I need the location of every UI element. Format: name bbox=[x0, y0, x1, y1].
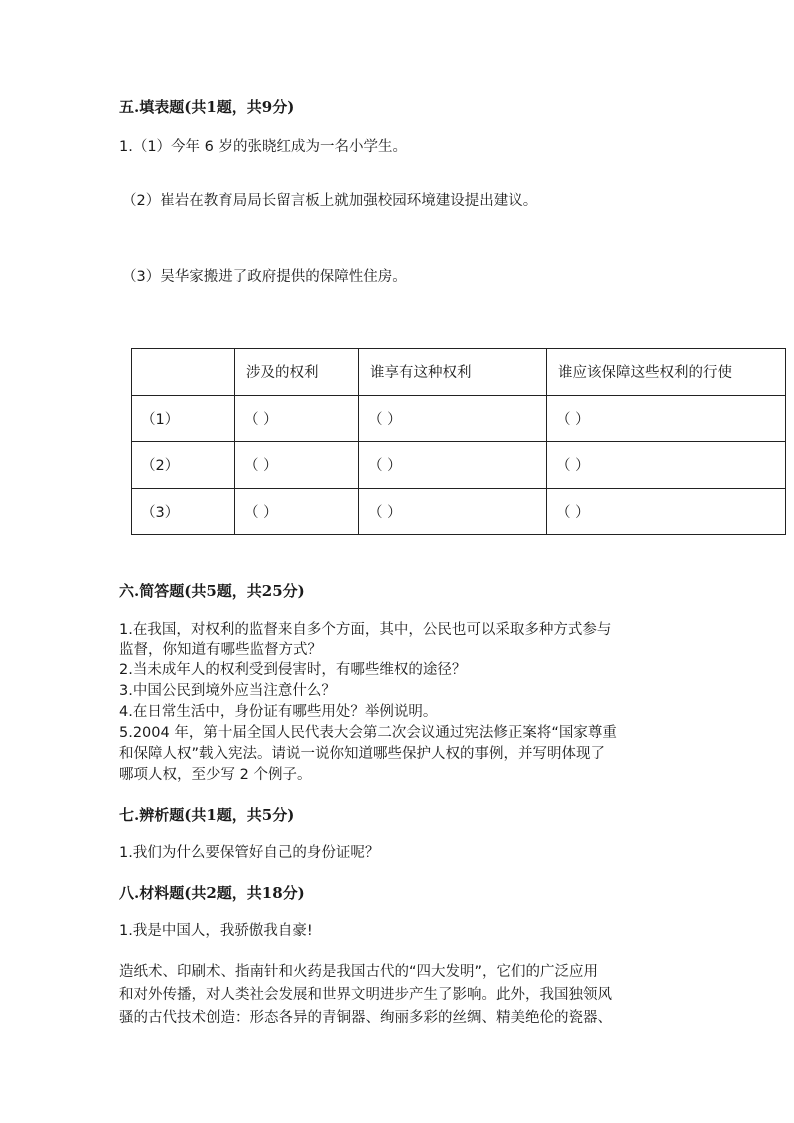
material-paragraph-line-3: 骚的古代技术创造：形态各异的青铜器、绚丽多彩的丝绸、精美绝伦的瓷器、 bbox=[119, 1010, 612, 1026]
table-cell-blank: （ ） bbox=[359, 488, 547, 535]
section-5-title: 五.填表题(共1题，共9分) bbox=[119, 98, 295, 116]
table-row bbox=[132, 442, 786, 489]
table-cell-blank: （ ） bbox=[547, 442, 786, 489]
table-cell-label: （3） bbox=[132, 488, 235, 535]
table-header-cell bbox=[132, 349, 235, 396]
question-8-1: 1.我是中国人，我骄傲我自豪! bbox=[119, 923, 313, 939]
material-paragraph-line-2: 和对外传播，对人类社会发展和世界文明进步产生了影响。此外，我国独领风 bbox=[119, 987, 612, 1003]
table-row bbox=[132, 488, 786, 535]
table-cell-blank: （ ） bbox=[359, 395, 547, 442]
table-cell-blank: （ ） bbox=[359, 442, 547, 489]
table-header-cell: 谁享有这种权利 bbox=[359, 349, 547, 396]
table-cell-label: （2） bbox=[132, 442, 235, 489]
question-6-5-line-3: 哪项人权，至少写 2 个例子。 bbox=[119, 767, 312, 783]
question-6-2: 2.当未成年人的权利受到侵害时，有哪些维权的途径？ bbox=[119, 662, 467, 678]
question-6-5-line-1: 5.2004 年，第十届全国人民代表大会第二次会议通过宪法修正案将“国家尊重 bbox=[119, 725, 617, 741]
table-cell-blank: （ ） bbox=[235, 395, 359, 442]
question-6-5-line-2: 和保障人权”载入宪法。请说一说你知道哪些保护人权的事例，并写明体现了 bbox=[119, 746, 606, 762]
rights-table bbox=[131, 348, 786, 535]
section-8-title: 八.材料题(共2题，共18分) bbox=[119, 884, 305, 902]
table-row bbox=[132, 395, 786, 442]
table-cell-blank: （ ） bbox=[547, 395, 786, 442]
question-6-1-line-1: 1.在我国，对权利的监督来自多个方面，其中，公民也可以采取多种方式参与 bbox=[119, 622, 612, 638]
material-paragraph-line-1: 造纸术、印刷术、指南针和火药是我国古代的“四大发明”，它们的广泛应用 bbox=[119, 964, 599, 980]
table-header-cell: 谁应该保障这些权利的行使 bbox=[547, 349, 786, 396]
question-7-1: 1.我们为什么要保管好自己的身份证呢？ bbox=[119, 845, 380, 861]
question-6-1-line-2: 监督，你知道有哪些监督方式？ bbox=[119, 642, 322, 658]
table-cell-blank: （ ） bbox=[235, 442, 359, 489]
table-header-cell: 涉及的权利 bbox=[235, 349, 359, 396]
section-7-title: 七.辨析题(共1题，共5分) bbox=[119, 806, 295, 824]
question-5-1-item-3: （3）吴华家搬进了政府提供的保障性住房。 bbox=[122, 269, 407, 285]
section-6-title: 六.简答题(共5题，共25分) bbox=[119, 582, 305, 600]
question-6-3: 3.中国公民到境外应当注意什么？ bbox=[119, 683, 336, 699]
question-5-1-item-2: （2）崔岩在教育局局长留言板上就加强校园环境建设提出建议。 bbox=[122, 193, 538, 209]
table-cell-label: （1） bbox=[132, 395, 235, 442]
table-cell-blank: （ ） bbox=[547, 488, 786, 535]
table-cell-blank: （ ） bbox=[235, 488, 359, 535]
question-5-1-item-1: 1.（1）今年 6 岁的张晓红成为一名小学生。 bbox=[119, 139, 408, 155]
question-6-4: 4.在日常生活中，身份证有哪些用处？举例说明。 bbox=[119, 704, 438, 720]
table-header-row bbox=[132, 349, 786, 396]
